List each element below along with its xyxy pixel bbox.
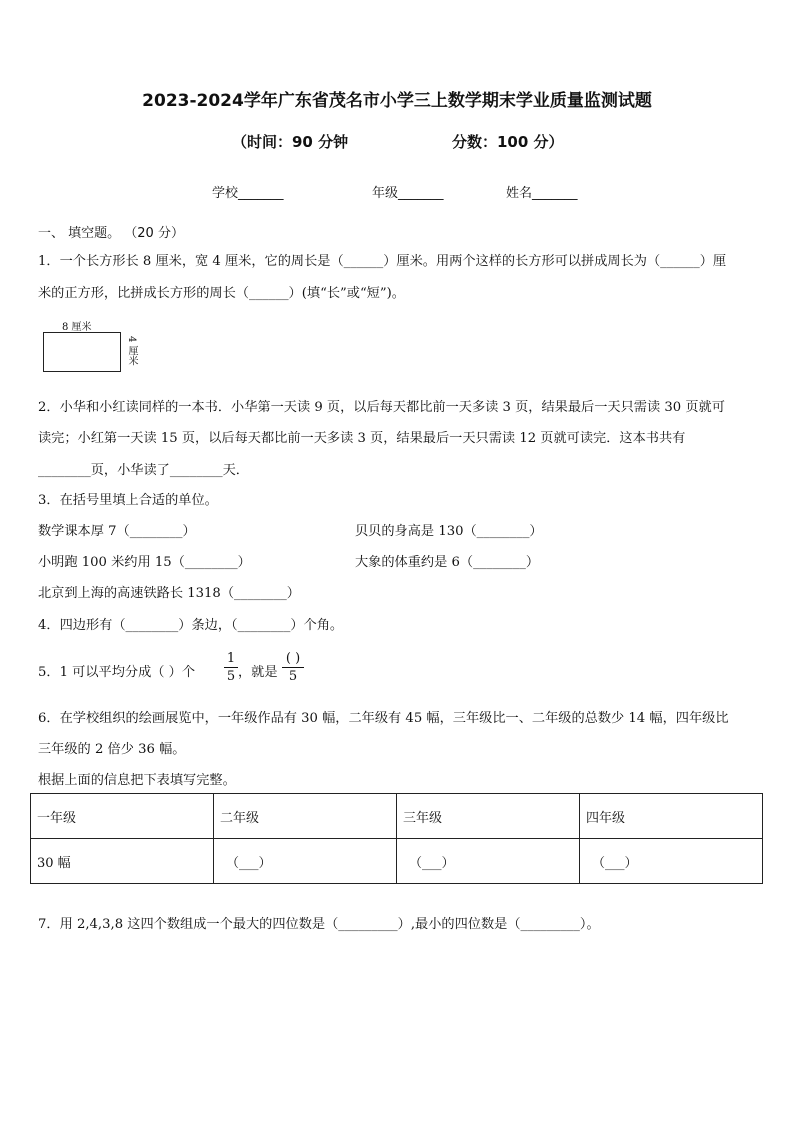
table-row <box>31 839 763 884</box>
q2-line1: 2．小华和小红读同样的一本书．小华第一天读 9 页，以后每天都比前一天多读 3 页，结果最后一天只需读 30 页就可 <box>38 400 725 415</box>
fraction-bar <box>224 667 238 668</box>
q2-line3: ________页，小华读了________天． <box>38 463 249 478</box>
table-header-cell: 一年级 <box>31 794 214 839</box>
q5-fraction-2-numerator: ( ) <box>285 651 301 666</box>
q5-fraction-1-denominator: 5 <box>226 669 236 684</box>
fraction-bar <box>282 667 304 668</box>
table-header-row <box>31 794 763 839</box>
q5-fraction-2-denominator: 5 <box>288 669 298 684</box>
q5-mid: ，就是 <box>238 665 278 680</box>
q1-line2: 米的正方形，比拼成长方形的周长（______）(填“长”或“短”)。 <box>38 286 405 301</box>
table-cell: 30 幅 <box>31 839 214 884</box>
name-field: 姓名_______ <box>506 186 578 201</box>
q2-line2: 读完；小红第一天读 15 页，以后每天都比前一天多读 3 页，结果最后一天只需读 12 页就可读完．这本书共有 <box>38 431 686 446</box>
rectangle-length-label: 8 厘米 <box>62 322 92 333</box>
q5-fraction-1-numerator: 1 <box>226 651 236 666</box>
answer-blank-cell[interactable]: （___） <box>580 839 763 884</box>
q3-item-e: 北京到上海的高速铁路长 1318（________） <box>38 586 300 601</box>
exam-time: （时间：90 分钟 <box>232 133 349 151</box>
q3-item-c: 小明跑 100 米约用 15（________） <box>38 555 251 570</box>
q7-line: 7．用 2,4,3,8 这四个数组成一个最大的四位数是（_________）,最小的四位数是（_________）。 <box>38 917 600 932</box>
q3-item-a: 数学课本厚 7（________） <box>38 524 196 539</box>
table-header-cell: 二年级 <box>214 794 397 839</box>
q5-fraction-1 <box>224 651 238 684</box>
q4-line: 4．四边形有（________）条边，（________）个角。 <box>38 618 344 633</box>
q6-line1: 6．在学校组织的绘画展览中，一年级作品有 30 幅，二年级有 45 幅，三年级比一、二年级的总数少 14 幅，四年级比 <box>38 711 729 726</box>
grade-field: 年级_______ <box>372 186 444 201</box>
q6-line3: 根据上面的信息把下表填写完整。 <box>38 773 236 788</box>
q3-item-d: 大象的体重约是 6（________） <box>355 555 540 570</box>
answer-blank-cell[interactable]: （___） <box>214 839 397 884</box>
q6-line2: 三年级的 2 倍少 36 幅。 <box>38 742 186 757</box>
grade-works-table <box>30 793 763 884</box>
exam-score: 分数：100 分） <box>452 133 564 151</box>
q3-stem: 3．在括号里填上合适的单位。 <box>38 493 218 508</box>
q5-prefix: 5．1 可以平均分成（ ）个 <box>38 665 196 680</box>
q3-item-b: 贝贝的身高是 130（________） <box>355 524 543 539</box>
school-field: 学校_______ <box>212 186 284 201</box>
q1-line1: 1．一个长方形长 8 厘米，宽 4 厘米，它的周长是（______）厘米。用两个这样的长方形可以拼成周长为（______）厘 <box>38 254 727 269</box>
rectangle-figure <box>43 332 121 372</box>
q5-fraction-2 <box>282 651 304 684</box>
answer-blank-cell[interactable]: （___） <box>397 839 580 884</box>
section-heading: 一、 填空题。 （20 分） <box>38 226 184 241</box>
table-header-cell: 三年级 <box>397 794 580 839</box>
table-header-cell: 四年级 <box>580 794 763 839</box>
page-title: 2023-2024学年广东省茂名市小学三上数学期末学业质量监测试题 <box>142 91 652 111</box>
rectangle-width-label: 4 厘米 <box>126 336 137 366</box>
